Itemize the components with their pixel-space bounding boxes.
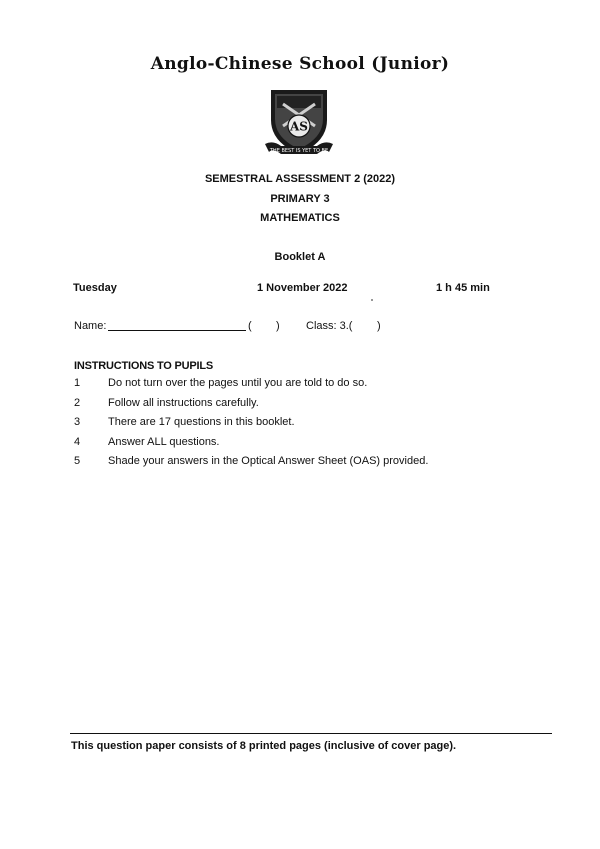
instructions-heading: INSTRUCTIONS TO PUPILS — [74, 360, 214, 372]
instruction-text: Shade your answers in the Optical Answer Sheet (OAS) provided. — [108, 455, 429, 467]
index-open-bracket: ( — [248, 320, 252, 332]
crest-motto: THE BEST IS YET TO BE — [269, 148, 329, 154]
exam-date: 1 November 2022 — [257, 282, 348, 294]
crest-initials: AS — [290, 119, 308, 134]
school-name: Anglo-Chinese School (Junior) — [150, 54, 450, 74]
scan-speck — [371, 299, 373, 301]
page-count-note: This question paper consists of 8 printed pages (inclusive of cover page). — [71, 740, 457, 752]
class-label: Class: 3.( — [306, 320, 353, 332]
footer-divider — [70, 733, 552, 734]
school-crest-logo — [263, 86, 335, 162]
instruction-text: Answer ALL questions. — [108, 435, 220, 448]
instruction-text: Follow all instructions carefully. — [108, 396, 259, 409]
name-field[interactable] — [108, 320, 246, 334]
index-close-bracket: ) — [276, 320, 280, 332]
instruction-number: 3 — [74, 416, 81, 428]
booklet-label: Booklet A — [274, 251, 326, 263]
instruction-number: 4 — [74, 435, 81, 448]
exam-duration: 1 h 45 min — [436, 282, 490, 294]
instruction-text: There are 17 questions in this booklet. — [108, 416, 295, 428]
assessment-level: PRIMARY 3 — [270, 193, 330, 205]
instruction-number: 1 — [74, 377, 81, 389]
name-label: Name: — [74, 320, 107, 332]
instruction-number: 2 — [74, 396, 81, 409]
instruction-text: Do not turn over the pages until you are told to do so. — [108, 377, 368, 389]
instruction-number: 5 — [74, 455, 81, 467]
class-close-bracket: ) — [377, 320, 381, 332]
assessment-subject: MATHEMATICS — [260, 212, 340, 224]
exam-day: Tuesday — [73, 282, 117, 294]
assessment-title: SEMESTRAL ASSESSMENT 2 (2022) — [204, 173, 396, 185]
